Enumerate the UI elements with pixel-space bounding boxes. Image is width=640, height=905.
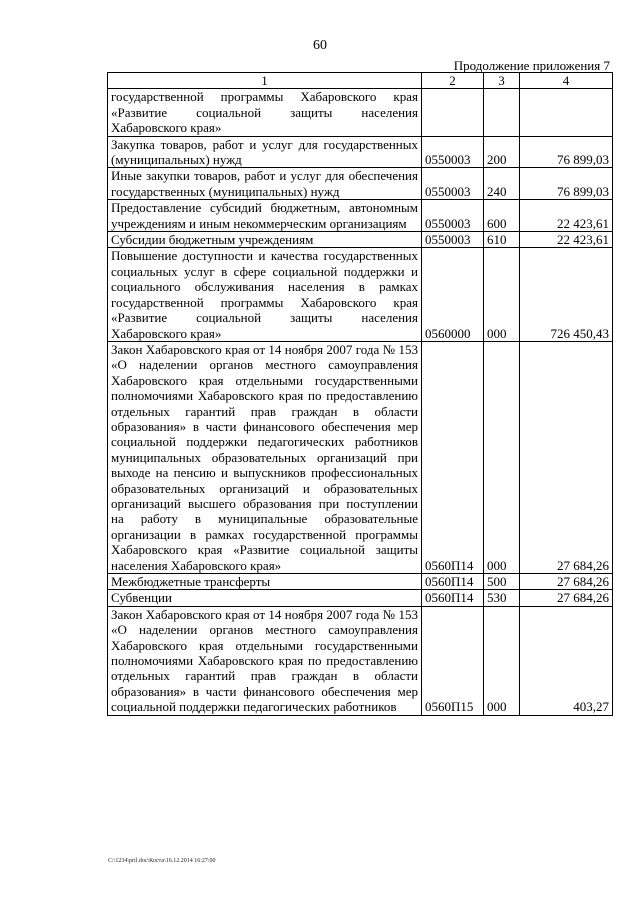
row-sum: 22 423,61 bbox=[520, 200, 613, 232]
row-type: 610 bbox=[484, 232, 520, 248]
row-code: 0550003 bbox=[422, 136, 484, 168]
row-sum: 22 423,61 bbox=[520, 232, 613, 248]
row-sum: 403,27 bbox=[520, 606, 613, 715]
table-header-row bbox=[108, 73, 613, 89]
row-name: Закон Хабаровского края от 14 ноября 2007 года № 153 «О наделении органов местного самоуправления Хабаровского края отдельными государственными полномочиями Хабаровского края по предоставлению отдельных гарантий прав граждан в области образования» в части финансового обеспечения мер социальной поддержки педагогических работников bbox=[108, 606, 422, 715]
row-type: 000 bbox=[484, 341, 520, 573]
header-col-2: 2 bbox=[422, 73, 484, 89]
row-type bbox=[484, 89, 520, 136]
row-code: 0550003 bbox=[422, 200, 484, 232]
row-name: Предоставление субсидий бюджетным, автономным учреждениям и иным некоммерческим организациям bbox=[108, 200, 422, 232]
row-sum: 76 899,03 bbox=[520, 168, 613, 200]
table-row bbox=[108, 606, 613, 715]
row-type: 530 bbox=[484, 590, 520, 606]
row-name: государственной программы Хабаровского края «Развитие социальной защиты населения Хабаровского края» bbox=[108, 89, 422, 136]
continuation-caption: Продолжение приложения 7 bbox=[453, 58, 610, 73]
row-sum: 726 450,43 bbox=[520, 248, 613, 341]
row-code: 0560П14 bbox=[422, 574, 484, 590]
row-code: 0550003 bbox=[422, 168, 484, 200]
row-type: 000 bbox=[484, 606, 520, 715]
row-code: 0560000 bbox=[422, 248, 484, 341]
table-row bbox=[108, 232, 613, 248]
table-row bbox=[108, 590, 613, 606]
header-col-3: 3 bbox=[484, 73, 520, 89]
row-type: 600 bbox=[484, 200, 520, 232]
table-row bbox=[108, 168, 613, 200]
row-name: Закон Хабаровского края от 14 ноября 2007 года № 153 «О наделении органов местного самоуправления Хабаровского края отдельными государственными полномочиями Хабаровского края по предоставлению отдельных гарантий прав граждан в области образования» в части финансового обеспечения мер социальной поддержки педагогических работников муниципальных образовательных организаций при выходе на пенсию и выпускников профессиональных образовательных организаций и образовательных организаций высшего образования при поступлении на работу в муниципальные образовательные организации в рамках государственной программы Хабаровского края «Развитие социальной защиты населения Хабаровского края» bbox=[108, 341, 422, 573]
budget-table bbox=[107, 72, 613, 716]
page-number: 60 bbox=[313, 38, 327, 53]
row-code: 0560П14 bbox=[422, 341, 484, 573]
row-name: Повышение доступности и качества государственных социальных услуг в сфере социальной поддержки и социального обслуживания населения в рамках государственной программы Хабаровского края «Развитие социальной защиты населения Хабаровского края» bbox=[108, 248, 422, 341]
row-name: Закупка товаров, работ и услуг для государственных (муниципальных) нужд bbox=[108, 136, 422, 168]
row-sum: 76 899,03 bbox=[520, 136, 613, 168]
row-sum: 27 684,26 bbox=[520, 590, 613, 606]
row-type: 200 bbox=[484, 136, 520, 168]
row-sum: 27 684,26 bbox=[520, 341, 613, 573]
row-sum bbox=[520, 89, 613, 136]
row-name: Субвенции bbox=[108, 590, 422, 606]
row-code: 0550003 bbox=[422, 232, 484, 248]
header-col-4: 4 bbox=[520, 73, 613, 89]
table-row bbox=[108, 200, 613, 232]
row-name: Иные закупки товаров, работ и услуг для обеспечения государственных (муниципальных) нужд bbox=[108, 168, 422, 200]
row-name: Субсидии бюджетным учреждениям bbox=[108, 232, 422, 248]
row-code: 0560П15 bbox=[422, 606, 484, 715]
row-type: 000 bbox=[484, 248, 520, 341]
row-sum: 27 684,26 bbox=[520, 574, 613, 590]
row-name: Межбюджетные трансферты bbox=[108, 574, 422, 590]
row-code bbox=[422, 89, 484, 136]
table-row bbox=[108, 574, 613, 590]
row-code: 0560П14 bbox=[422, 590, 484, 606]
table-row bbox=[108, 248, 613, 341]
file-path-footer: C:\1234\pril.doc\Коста\16.12.2014 16:27:00 bbox=[108, 858, 216, 864]
table-row bbox=[108, 136, 613, 168]
table-row bbox=[108, 341, 613, 573]
row-type: 240 bbox=[484, 168, 520, 200]
table-row bbox=[108, 89, 613, 136]
row-type: 500 bbox=[484, 574, 520, 590]
header-col-1: 1 bbox=[108, 73, 422, 89]
